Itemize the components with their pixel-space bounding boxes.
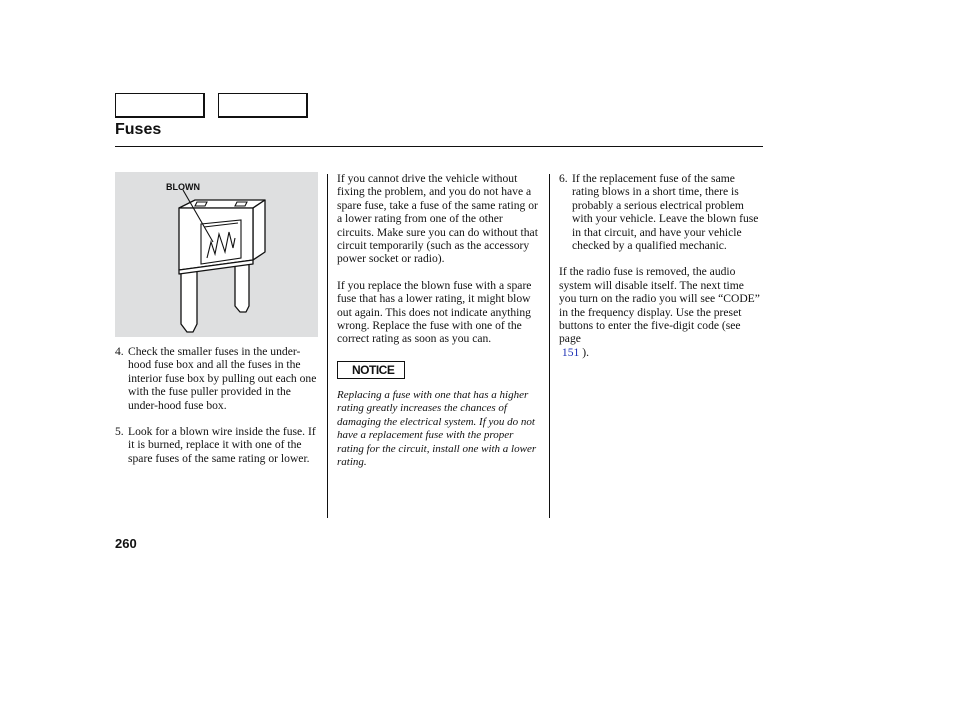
column-divider-2 [549, 174, 550, 518]
title-rule [115, 146, 763, 147]
notice-text: Replacing a fuse with one that has a higher rating greatly increases the chances of damaging the electrical system. If you do not have a replacement fuse with the proper rating for the circuit, install one with a lower rating. [337, 388, 537, 468]
lower-rating-paragraph: If you replace the blown fuse with a spare fuse that has a lower rating, it might blow out again. This does not indicate anything wrong. Replace the fuse with one of the correct rating as soon as you can. [337, 278, 532, 346]
step-4 [115, 345, 320, 412]
step-number: 4. [115, 345, 124, 358]
column-3 [559, 172, 764, 372]
step-text: Look for a blown wire inside the fuse. If it is burned, replace it with one of the spare fuses of the same rating or lower. [128, 425, 316, 465]
step-text: Check the smaller fuses in the under-hood fuse box and all the fuses in the interior fuse box by pulling out each one with the fuse puller provided in the under-hood fuse box. [128, 345, 317, 412]
column-divider-1 [327, 174, 328, 518]
page-title: Fuses [115, 121, 162, 138]
page-link[interactable]: 151 [561, 345, 580, 359]
radio-fuse-paragraph [559, 265, 764, 359]
step-6 [559, 172, 764, 252]
blown-fuse-illustration [115, 172, 318, 337]
step-number: 6. [559, 172, 568, 185]
step-text: If the replacement fuse of the same rating blows in a short time, there is probably a serious electrical problem with your vehicle. Leave the blown fuse in that circuit, and have your vehicle checked by a qualified mechanic. [572, 172, 759, 253]
nav-button-2[interactable] [218, 93, 308, 118]
step-number: 5. [115, 425, 124, 439]
radio-fuse-text: If the radio fuse is removed, the audio system will disable itself. The next time you turn on the radio you will see “CODE” in the frequency display. Use the preset buttons to enter the five-digit code (see page [559, 265, 760, 346]
spare-fuse-paragraph: If you cannot drive the vehicle without fixing the problem, and you do not have a spare fuse, take a fuse of the same rating or a lower rating from one of the other circuits. Make sure you can do without that circuit temporarily (such as the accessory power socket or radio). [337, 172, 538, 266]
radio-fuse-end: ). [582, 345, 589, 359]
blown-label: BLOWN [166, 182, 200, 192]
page-number: 260 [115, 536, 137, 551]
column-1 [115, 345, 320, 478]
notice-badge: NOTICE [337, 361, 405, 379]
nav-button-1[interactable] [115, 93, 205, 118]
column-2 [337, 172, 542, 469]
blown-fuse-figure [115, 172, 318, 337]
step-5 [115, 425, 320, 465]
